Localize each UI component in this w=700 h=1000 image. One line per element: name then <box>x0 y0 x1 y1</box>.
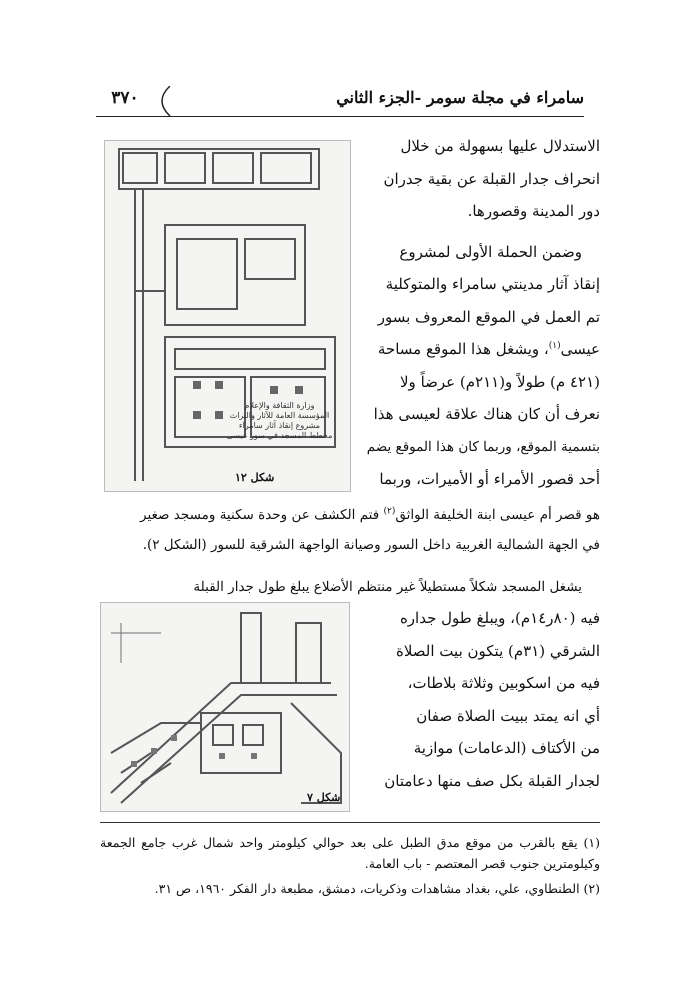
para-2-full-line-1-b: فتم الكشف عن وحدة سكنية ومسجد صغير <box>140 507 384 523</box>
para-2-line-4-rest: ، ويشغل هذا الموقع مساحة <box>377 340 549 358</box>
para-2-line-1: وضمن الحملة الأولى لمشروع <box>399 242 582 261</box>
figure-top-caption: شكل ١٢ <box>235 471 275 484</box>
para-1-line-3: دور المدينة وقصورها. <box>467 202 600 220</box>
para-1-line-2: انحراف جدار القبلة عن بقية جدران <box>383 169 600 188</box>
figure-plan-top <box>104 140 351 492</box>
para-1-line-1: الاستدلال عليها بسهولة من خلال <box>400 137 600 155</box>
para-3-line-5: من الأكتاف (الدعامات) موازية <box>413 739 600 757</box>
para-2-full-line-1 <box>100 500 600 530</box>
footnote-ref-2[interactable]: (٢) <box>383 506 396 517</box>
figure-top-note: وزارة الثقافة والإعلام المؤسسة العامة للآثار والتراث مشروع إنقاذ آثار سامراء مخطط المسجد في سور عيسى <box>226 401 333 440</box>
para-3-line-1: فيه (٨٠ر١٤م)، ويبلغ طول جداره <box>399 609 600 627</box>
figure-plan-bottom <box>100 602 350 812</box>
para-2-issa: عيسى <box>560 340 600 358</box>
para-2-full-line-1-a: هو قصر أم عيسى ابنة الخليفة الواثق <box>395 507 600 523</box>
header-bracket-icon <box>152 86 172 116</box>
page-number: ٣٧٠ <box>111 88 139 108</box>
para-2-line-5: (٤٢١ م) طولاً و(٢١١م) عرضاً ولا <box>400 372 600 391</box>
para-2-line-8: أحد قصور الأمراء أو الأميرات، وربما <box>379 470 600 488</box>
para-3-line-2: الشرقي (٣١م) يتكون بيت الصلاة <box>395 641 600 660</box>
footnote-2: (٢) الطنطاوي، علي، بغداد مشاهدات وذكريات، دمشق، مطبعة دار الفكر ١٩٦٠، ص ٣١. <box>154 881 600 896</box>
running-header <box>96 86 584 117</box>
header-title: سامراء في مجلة سومر -الجزء الثاني <box>336 88 584 107</box>
para-2-line-6: نعرف أن كان هناك علاقة لعيسى هذا <box>373 405 600 423</box>
para-3-line-4: أي انه يمتد ببيت الصلاة صفان <box>416 706 600 725</box>
para-2-line-2: إنقاذ آثار مدينتي سامراء والمتوكلية <box>385 275 600 293</box>
para-3-line-3: فيه من اسكوبين وثلاثة بلاطات، <box>407 674 600 692</box>
para-3-first-line: يشغل المسجد شكلاً مستطيلاً غير منتظم الأضلاع يبلغ طول جدار القبلة <box>193 579 582 595</box>
para-2-line-3: تم العمل في الموقع المعروف بسور <box>377 307 600 326</box>
footnote-ref-1[interactable]: (١) <box>548 341 561 351</box>
text-block-top <box>356 130 600 496</box>
para-2-line-7: بتسمية الموقع، وربما كان هذا الموقع يضم <box>366 438 600 455</box>
plan-drawing-bottom <box>101 603 349 811</box>
figure-bottom-caption: شكل ٧ <box>307 791 341 804</box>
text-block-full <box>100 500 600 602</box>
footnote-divider <box>100 822 600 823</box>
para-2-full-line-2: في الجهة الشمالية الغربية داخل السور وصيانة الواجهة الشرقية للسور (الشكل ٢). <box>142 537 600 553</box>
text-block-bottom <box>356 602 600 797</box>
footnote-1: (١) يقع بالقرب من موقع مدق الطبل على بعد حوالي كيلومتر واحد شمال غرب جامع الجمعة وكيلومترين جنوب قصر المعتصم - باب العامة. <box>100 835 600 871</box>
para-3-line-6: لجدار القبلة بكل صف منها دعامتان <box>384 771 600 790</box>
para-2-line-4 <box>356 333 600 366</box>
